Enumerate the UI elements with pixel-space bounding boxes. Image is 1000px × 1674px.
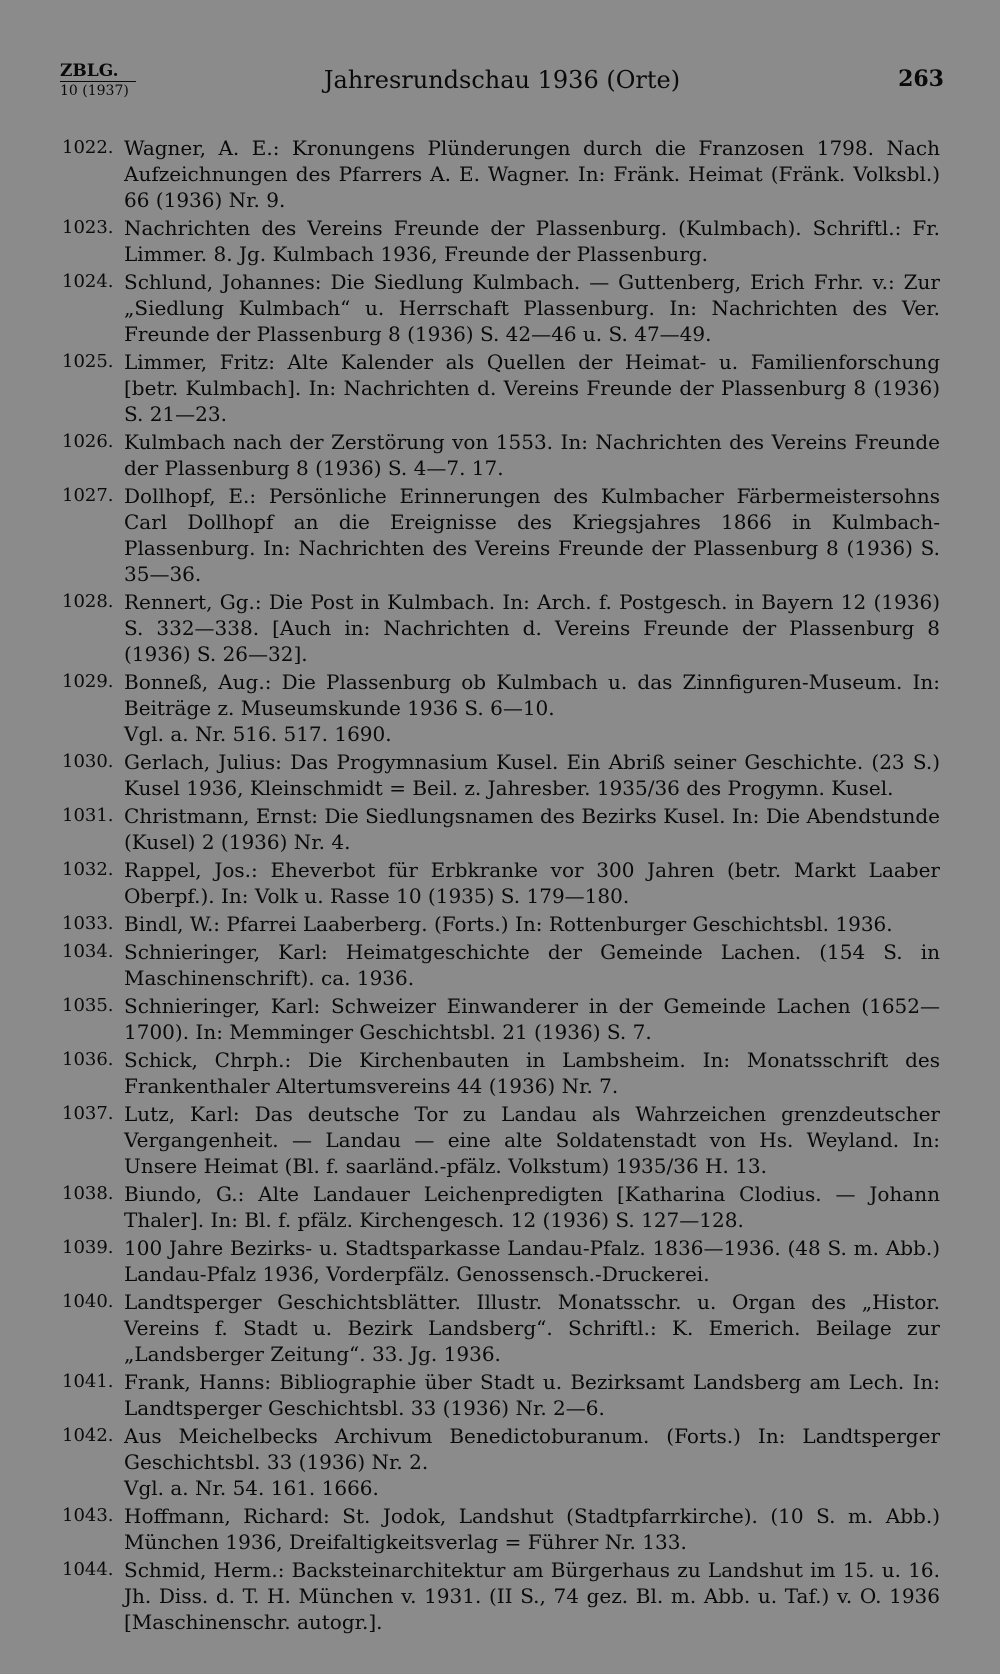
bibliography-entry <box>62 1181 940 1233</box>
entry-text: Schnieringer, Karl: Heimatgeschichte der Gemeinde Lachen. (154 S. in Maschinenschrift). ca. 1936. <box>124 940 940 990</box>
entry-body <box>124 483 940 587</box>
entry-number: 1042. <box>62 1425 114 1446</box>
entry-text: Nachrichten des Vereins Freunde der Plassenburg. (Kulmbach). Schriftl.: Fr. Limmer. 8. Jg. Kulmbach 1936, Freunde der Plassenburg. <box>124 216 940 266</box>
bibliography-list <box>62 135 940 1637</box>
entry-number: 1038. <box>62 1183 114 1204</box>
bibliography-entry <box>62 749 940 801</box>
entry-number: 1024. <box>62 271 114 292</box>
entry-text: Christmann, Ernst: Die Siedlungsnamen des Bezirks Kusel. In: Die Abendstunde (Kusel) 2 (1936) Nr. 4. <box>124 804 940 854</box>
entry-body <box>124 1557 940 1635</box>
entry-body <box>124 1047 940 1099</box>
entry-body <box>124 749 940 801</box>
bibliography-entry <box>62 857 940 909</box>
entry-text: Lutz, Karl: Das deutsche Tor zu Landau als Wahrzeichen grenzdeutscher Vergangenheit. — Landau — eine alte Soldatenstadt von Hs. Weyland. In: Unsere Heimat (Bl. f. saarländ.-pfälz. Volkstum) 1935/36 H. 13. <box>124 1102 940 1178</box>
bibliography-entry <box>62 483 940 587</box>
entry-text: Rennert, Gg.: Die Post in Kulmbach. In: Arch. f. Postgesch. in Bayern 12 (1936) S. 332—338. [Auch in: Nachrichten d. Vereins Freunde der Plassenburg 8 (1936) S. 26—32]. <box>124 590 940 666</box>
entry-text: Bindl, W.: Pfarrei Laaberberg. (Forts.) In: Rottenburger Geschichtsbl. 1936. <box>124 912 893 936</box>
bibliography-entry <box>62 1101 940 1179</box>
entry-body <box>124 1289 940 1367</box>
bibliography-entry <box>62 911 940 937</box>
entry-number: 1032. <box>62 859 114 880</box>
entry-number: 1033. <box>62 913 114 934</box>
bibliography-entry <box>62 215 940 267</box>
entry-text: Schmid, Herm.: Backsteinarchitektur am Bürgerhaus zu Landshut im 15. u. 16. Jh. Diss. d. T. H. München v. 1931. (II S., 74 gez. Bl. m. Abb. u. Taf.) v. O. 1936 [Maschinenschr. autogr.]. <box>124 1558 940 1634</box>
entry-number: 1023. <box>62 217 114 238</box>
entry-text: Hoffmann, Richard: St. Jodok, Landshut (Stadtpfarrkirche). (10 S. m. Abb.) München 1936, Dreifaltigkeitsverlag = Führer Nr. 133. <box>124 1504 940 1554</box>
entry-text: Wagner, A. E.: Kronungens Plünderungen durch die Franzosen 1798. Nach Aufzeichnungen des Pfarrers A. E. Wagner. In: Fränk. Heimat (Fränk. Volksbl.) 66 (1936) Nr. 9. <box>124 136 940 212</box>
entry-number: 1030. <box>62 751 114 772</box>
entry-number: 1026. <box>62 431 114 452</box>
entry-text: Bonneß, Aug.: Die Plassenburg ob Kulmbach u. das Zinnfiguren-Museum. In: Beiträge z. Museumskunde 1936 S. 6—10. <box>124 670 940 720</box>
entry-body <box>124 803 940 855</box>
entry-body <box>124 135 940 213</box>
entry-text: Schnieringer, Karl: Schweizer Einwanderer in der Gemeinde Lachen (1652—1700). In: Memminger Geschichtsbl. 21 (1936) S. 7. <box>124 994 940 1044</box>
entry-text: Limmer, Fritz: Alte Kalender als Quellen der Heimat- u. Familienforschung [betr. Kulmbach]. In: Nachrichten d. Vereins Freunde der Plassenburg 8 (1936) S. 21—23. <box>124 350 940 426</box>
entry-number: 1025. <box>62 351 114 372</box>
entry-body <box>124 939 940 991</box>
entry-text: Schlund, Johannes: Die Siedlung Kulmbach. — Guttenberg, Erich Frhr. v.: Zur „Siedlung Kulmbach“ u. Herrschaft Plassenburg. In: Nachrichten des Ver. Freunde der Plassenburg 8 (1936) S. 42—46 u. S. 47—49. <box>124 270 940 346</box>
entry-text: Aus Meichelbecks Archivum Benedictoburanum. (Forts.) In: Landtsperger Geschichtsbl. 33 (1936) Nr. 2. <box>124 1424 940 1474</box>
bibliography-entry <box>62 1235 940 1287</box>
entry-number: 1043. <box>62 1505 114 1526</box>
entry-text: Rappel, Jos.: Eheverbot für Erbkranke vor 300 Jahren (betr. Markt Laaber Oberpf.). In: Volk u. Rasse 10 (1935) S. 179—180. <box>124 858 940 908</box>
entry-number: 1037. <box>62 1103 114 1124</box>
entry-body <box>124 1101 940 1179</box>
entry-body <box>124 1235 940 1287</box>
entry-number: 1044. <box>62 1559 114 1580</box>
entry-number: 1041. <box>62 1371 114 1392</box>
bibliography-entry <box>62 803 940 855</box>
running-title: Jahresrundschau 1936 (Orte) <box>323 66 681 94</box>
bibliography-entry <box>62 1289 940 1367</box>
entry-number: 1028. <box>62 591 114 612</box>
entry-body <box>124 857 940 909</box>
entry-body <box>124 1423 940 1501</box>
entry-body <box>124 269 940 347</box>
entry-number: 1034. <box>62 941 114 962</box>
entry-number: 1031. <box>62 805 114 826</box>
page-header <box>60 62 944 112</box>
bibliography-entry <box>62 1369 940 1421</box>
bibliography-entry <box>62 1503 940 1555</box>
bibliography-entry <box>62 1557 940 1635</box>
entry-body <box>124 349 940 427</box>
entry-body <box>124 1181 940 1233</box>
journal-volume: 10 (1937) <box>60 83 129 99</box>
entry-number: 1040. <box>62 1291 114 1312</box>
entry-number: 1029. <box>62 671 114 692</box>
bibliography-entry <box>62 939 940 991</box>
entry-text: Biundo, G.: Alte Landauer Leichenpredigten [Katharina Clodius. — Johann Thaler]. In: Bl. f. pfälz. Kirchengesch. 12 (1936) S. 127—128. <box>124 1182 940 1232</box>
entry-body <box>124 589 940 667</box>
entry-number: 1036. <box>62 1049 114 1070</box>
entry-text: Dollhopf, E.: Persönliche Erinnerungen des Kulmbacher Färbermeistersohns Carl Dollhopf an die Ereignisse des Kriegsjahres 1866 in Kulmbach-Plassenburg. In: Nachrichten des Vereins Freunde der Plassenburg 8 (1936) S. 35—36. <box>124 484 940 586</box>
bibliography-entry <box>62 269 940 347</box>
bibliography-entry <box>62 349 940 427</box>
entry-text: Landtsperger Geschichtsblätter. Illustr. Monatsschr. u. Organ des „Histor. Vereins f. Stadt u. Bezirk Landsberg“. Schriftl.: K. Emerich. Beilage zur „Landsberger Zeitung“. 33. Jg. 1936. <box>124 1290 940 1366</box>
entry-number: 1035. <box>62 995 114 1016</box>
entry-text: Frank, Hanns: Bibliographie über Stadt u. Bezirksamt Landsberg am Lech. In: Landtsperger Geschichtsbl. 33 (1936) Nr. 2—6. <box>124 1370 940 1420</box>
entry-text: Kulmbach nach der Zerstörung von 1553. In: Nachrichten des Vereins Freunde der Plassenburg 8 (1936) S. 4—7. 17. <box>124 430 940 480</box>
journal-abbreviation: ZBLG. <box>60 62 136 82</box>
bibliography-entry <box>62 135 940 213</box>
entry-body <box>124 215 940 267</box>
entry-number: 1039. <box>62 1237 114 1258</box>
entry-number: 1027. <box>62 485 114 506</box>
entry-text: 100 Jahre Bezirks- u. Stadtsparkasse Landau-Pfalz. 1836—1936. (48 S. m. Abb.) Landau-Pfalz 1936, Vorderpfälz. Genossensch.-Druckerei. <box>124 1236 940 1286</box>
bibliography-entry <box>62 993 940 1045</box>
entry-body <box>124 429 940 481</box>
page-number: 263 <box>898 66 944 92</box>
entry-text: Schick, Chrph.: Die Kirchenbauten in Lambsheim. In: Monatsschrift des Frankenthaler Altertumsvereins 44 (1936) Nr. 7. <box>124 1048 940 1098</box>
entry-number: 1022. <box>62 137 114 158</box>
entry-crossref: Vgl. a. Nr. 516. 517. 1690. <box>124 722 392 746</box>
entry-body <box>124 993 940 1045</box>
bibliography-entry <box>62 429 940 481</box>
bibliography-entry <box>62 669 940 747</box>
entry-body <box>124 1503 940 1555</box>
entry-text: Gerlach, Julius: Das Progymnasium Kusel. Ein Abriß seiner Geschichte. (23 S.) Kusel 1936, Kleinschmidt = Beil. z. Jahresber. 1935/36 des Progymn. Kusel. <box>124 750 940 800</box>
bibliography-entry <box>62 1423 940 1501</box>
entry-body <box>124 1369 940 1421</box>
entry-body <box>124 669 940 747</box>
bibliography-entry <box>62 1047 940 1099</box>
bibliography-entry <box>62 589 940 667</box>
entry-crossref: Vgl. a. Nr. 54. 161. 1666. <box>124 1476 379 1500</box>
entry-body <box>124 911 940 937</box>
